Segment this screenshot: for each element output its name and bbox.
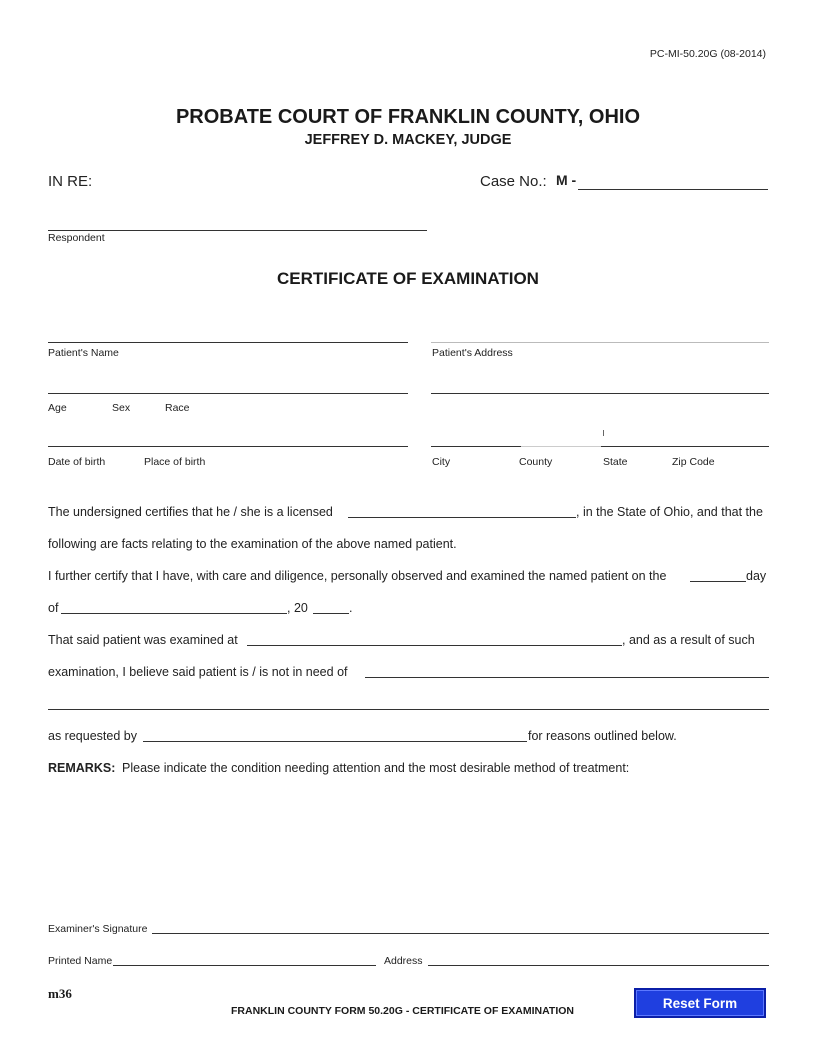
pob-label: Place of birth: [144, 456, 206, 468]
respondent-label: Respondent: [48, 232, 105, 244]
need-text: examination, I believe said patient is / is not in need of: [48, 665, 348, 679]
document-title: CERTIFICATE OF EXAMINATION: [277, 269, 539, 288]
year-prefix-text: , 20: [287, 601, 308, 615]
court-title: PROBATE COURT OF FRANKLIN COUNTY, OHIO: [175, 106, 641, 128]
address-line2-field[interactable]: [431, 379, 769, 394]
requested-by-field[interactable]: [143, 727, 527, 742]
remarks-instructions: Please indicate the condition needing attention and the most desirable method of treatment:: [122, 761, 630, 775]
county-field[interactable]: [521, 432, 601, 447]
field-divider: [603, 430, 604, 436]
signature-label: Examiner's Signature: [48, 923, 148, 935]
result-text: , and as a result of such: [622, 633, 755, 647]
footer-text: FRANKLIN COUNTY FORM 50.20G - CERTIFICATE OF EXAMINATION: [231, 1005, 575, 1017]
certify-text-3: I further certify that I have, with care and diligence, personally observed and examined the named patient on the: [48, 569, 667, 583]
reset-form-button[interactable]: Reset Form: [634, 988, 766, 1018]
remarks-label: REMARKS:: [48, 761, 116, 775]
exam-location-field[interactable]: [247, 631, 622, 646]
case-no-label: Case No.:: [480, 173, 547, 190]
race-label: Race: [165, 402, 190, 414]
certify-text-3b: day: [746, 569, 767, 583]
address-label: Address: [384, 955, 423, 967]
zip-field[interactable]: [671, 432, 769, 447]
license-type-field[interactable]: [348, 503, 576, 518]
certify-text-2: following are facts relating to the examination of the above named patient.: [48, 537, 457, 551]
period-text: .: [349, 601, 353, 615]
city-label: City: [432, 456, 451, 468]
form-id: m36: [48, 986, 72, 1001]
of-text: of: [48, 601, 59, 615]
case-prefix: M -: [556, 172, 577, 188]
judge-name: JEFFREY D. MACKEY, JUDGE: [304, 132, 512, 148]
state-label: State: [603, 456, 628, 468]
exam-day-field[interactable]: [690, 567, 746, 582]
printed-name-label: Printed Name: [48, 955, 113, 967]
age-label: Age: [48, 402, 67, 414]
exam-year-field[interactable]: [313, 599, 349, 614]
examiner-address-field[interactable]: [428, 951, 769, 966]
state-field[interactable]: [601, 432, 671, 447]
examined-at-text: That said patient was examined at: [48, 633, 238, 647]
certify-text-1b: , in the State of Ohio, and that the: [576, 505, 763, 519]
patient-name-label: Patient's Name: [48, 347, 119, 359]
requested-by-text: as requested by: [48, 729, 137, 743]
dob-label: Date of birth: [48, 456, 106, 468]
age-sex-race-field[interactable]: [48, 379, 408, 394]
form-code: PC-MI-50.20G (08-2014): [649, 48, 766, 60]
certify-text-1: The undersigned certifies that he / she is a licensed: [48, 505, 333, 519]
county-label: County: [519, 456, 553, 468]
signature-field[interactable]: [152, 919, 769, 934]
respondent-field[interactable]: [48, 216, 427, 231]
zip-label: Zip Code: [672, 456, 715, 468]
patient-address-label: Patient's Address: [432, 347, 513, 359]
remarks-field[interactable]: [48, 784, 769, 906]
patient-address-field[interactable]: [431, 328, 769, 343]
in-re-label: IN RE:: [48, 173, 93, 190]
need-field[interactable]: [365, 663, 769, 678]
dob-pob-field[interactable]: [48, 432, 408, 447]
patient-name-field[interactable]: [48, 328, 408, 343]
case-number-field[interactable]: [578, 175, 768, 190]
sex-label: Sex: [112, 402, 131, 414]
exam-month-field[interactable]: [61, 599, 287, 614]
need-continued-field[interactable]: [48, 695, 769, 710]
reasons-text: for reasons outlined below.: [528, 729, 677, 743]
printed-name-field[interactable]: [113, 951, 376, 966]
city-field[interactable]: [431, 432, 521, 447]
